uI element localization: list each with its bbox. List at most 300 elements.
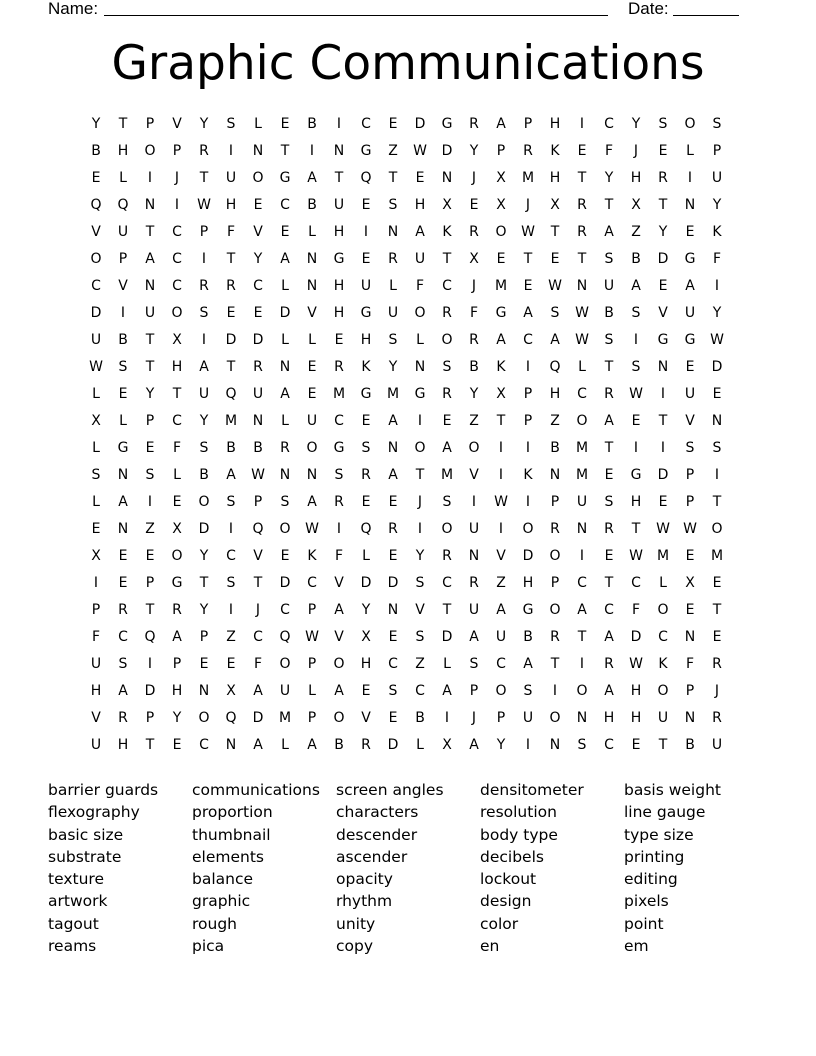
- grid-letter: R: [118, 602, 128, 618]
- grid-row: [84, 138, 732, 165]
- word-bank-item: lockout: [480, 870, 537, 889]
- grid-letter: I: [228, 602, 234, 618]
- grid-letter: U: [90, 737, 102, 753]
- grid-letter: O: [657, 602, 669, 618]
- date-field[interactable]: [673, 15, 739, 16]
- grid-letter: S: [226, 575, 236, 591]
- date-label: Date:: [628, 0, 669, 18]
- grid-letter: C: [334, 413, 344, 429]
- grid-letter: V: [496, 548, 506, 564]
- grid-letter: C: [577, 386, 587, 402]
- grid-letter: A: [496, 602, 506, 618]
- grid-letter: A: [253, 683, 263, 699]
- grid-letter: Y: [172, 710, 182, 726]
- grid-letter: I: [687, 170, 693, 186]
- grid-letter: T: [226, 359, 236, 375]
- word-bank-item: densitometer: [480, 781, 584, 799]
- grid-letter: I: [201, 332, 207, 348]
- grid-letter: C: [658, 629, 668, 645]
- grid-letter: C: [388, 656, 398, 672]
- grid-letter: G: [441, 116, 453, 132]
- grid-letter: R: [469, 116, 479, 132]
- grid-letter: L: [119, 413, 127, 429]
- grid-letter: I: [660, 440, 666, 456]
- grid-letter: R: [361, 737, 371, 753]
- grid-letter: O: [495, 683, 507, 699]
- grid-letter: I: [525, 440, 531, 456]
- grid-letter: K: [523, 467, 533, 483]
- grid-letter: V: [658, 305, 668, 321]
- grid-letter: T: [199, 170, 209, 186]
- word-bank-item: line gauge: [624, 803, 706, 822]
- grid-letter: R: [469, 332, 479, 348]
- grid-letter: T: [577, 170, 587, 186]
- grid-letter: E: [658, 278, 668, 294]
- grid-letter: G: [171, 575, 183, 591]
- grid-letter: N: [576, 521, 588, 537]
- grid-letter: I: [471, 494, 477, 510]
- word-bank-item: unity: [336, 914, 376, 933]
- grid-letter: E: [685, 548, 695, 564]
- grid-letter: A: [118, 494, 128, 510]
- grid-letter: B: [334, 737, 344, 753]
- grid-letter: W: [521, 224, 535, 240]
- grid-letter: L: [92, 386, 100, 402]
- grid-letter: N: [549, 737, 561, 753]
- grid-letter: I: [552, 683, 558, 699]
- grid-letter: I: [498, 440, 504, 456]
- grid-letter: I: [525, 737, 531, 753]
- grid-letter: C: [253, 629, 263, 645]
- grid-letter: G: [360, 305, 372, 321]
- grid-letter: U: [495, 629, 507, 645]
- grid-letter: V: [172, 116, 182, 132]
- grid-letter: D: [387, 737, 399, 753]
- grid-letter: H: [360, 656, 372, 672]
- grid-letter: A: [469, 629, 479, 645]
- grid-letter: H: [630, 494, 642, 510]
- grid-letter: L: [308, 332, 316, 348]
- grid-letter: B: [253, 440, 263, 456]
- grid-letter: O: [549, 548, 561, 564]
- grid-letter: R: [712, 656, 722, 672]
- grid-letter: A: [280, 386, 290, 402]
- grid-letter: S: [91, 467, 101, 483]
- grid-letter: Z: [388, 143, 398, 159]
- grid-letter: R: [199, 143, 209, 159]
- grid-letter: X: [469, 251, 479, 267]
- grid-letter: N: [414, 359, 426, 375]
- word-bank-item: color: [480, 914, 519, 933]
- grid-letter: T: [388, 170, 398, 186]
- grid-letter: P: [496, 710, 506, 726]
- grid-letter: Y: [253, 251, 263, 267]
- grid-letter: J: [471, 710, 477, 726]
- grid-row: [84, 408, 732, 435]
- grid-letter: U: [225, 170, 237, 186]
- grid-letter: F: [415, 278, 425, 294]
- grid-letter: Y: [199, 116, 209, 132]
- grid-letter: D: [414, 116, 426, 132]
- grid-letter: J: [471, 278, 477, 294]
- grid-letter: S: [469, 656, 479, 672]
- grid-letter: B: [523, 629, 533, 645]
- grid-row: [84, 570, 732, 597]
- grid-letter: O: [90, 251, 102, 267]
- grid-row: [84, 597, 732, 624]
- grid-letter: I: [417, 413, 423, 429]
- grid-letter: U: [711, 737, 723, 753]
- grid-letter: X: [361, 629, 371, 645]
- grid-letter: T: [496, 413, 506, 429]
- grid-letter: T: [145, 359, 155, 375]
- grid-letter: H: [333, 278, 345, 294]
- grid-letter: M: [386, 386, 400, 402]
- grid-letter: V: [334, 629, 344, 645]
- grid-letter: I: [579, 548, 585, 564]
- grid-letter: C: [442, 575, 452, 591]
- grid-row: [84, 732, 732, 759]
- grid-letter: K: [307, 548, 317, 564]
- word-bank-item: en: [480, 937, 500, 956]
- grid-letter: U: [468, 602, 480, 618]
- word-bank-item: design: [480, 892, 532, 911]
- grid-letter: N: [117, 521, 129, 537]
- grid-letter: C: [496, 656, 506, 672]
- grid-letter: S: [685, 440, 695, 456]
- grid-letter: T: [523, 251, 533, 267]
- grid-letter: Y: [712, 305, 722, 321]
- grid-letter: M: [224, 413, 238, 429]
- grid-letter: Y: [604, 170, 614, 186]
- grid-letter: L: [281, 413, 289, 429]
- grid-letter: T: [145, 602, 155, 618]
- word-bank-item: elements: [192, 847, 264, 866]
- name-field[interactable]: [104, 15, 608, 16]
- grid-letter: C: [361, 116, 371, 132]
- grid-letter: E: [523, 278, 533, 294]
- grid-letter: T: [631, 521, 641, 537]
- grid-letter: U: [657, 710, 669, 726]
- header-line: [48, 0, 748, 20]
- grid-letter: U: [117, 224, 129, 240]
- grid-letter: W: [683, 521, 697, 537]
- grid-letter: F: [469, 305, 479, 321]
- grid-letter: P: [307, 602, 317, 618]
- grid-letter: C: [280, 602, 290, 618]
- grid-letter: T: [658, 737, 668, 753]
- grid-letter: R: [361, 467, 371, 483]
- grid-letter: O: [522, 521, 534, 537]
- grid-letter: A: [118, 683, 128, 699]
- grid-letter: E: [361, 197, 371, 213]
- grid-letter: A: [199, 359, 209, 375]
- grid-letter: K: [361, 359, 371, 375]
- grid-letter: X: [496, 386, 506, 402]
- grid-letter: P: [199, 224, 209, 240]
- word-bank: [48, 779, 768, 959]
- grid-letter: V: [91, 710, 101, 726]
- word-bank-item: basic size: [48, 825, 124, 844]
- grid-letter: I: [579, 116, 585, 132]
- grid-letter: S: [577, 737, 587, 753]
- grid-letter: B: [118, 332, 128, 348]
- grid-letter: I: [417, 521, 423, 537]
- grid-letter: H: [171, 359, 183, 375]
- grid-letter: R: [550, 629, 560, 645]
- grid-letter: O: [333, 710, 345, 726]
- grid-letter: B: [469, 359, 479, 375]
- grid-letter: P: [496, 143, 506, 159]
- grid-letter: C: [172, 224, 182, 240]
- grid-letter: F: [604, 143, 614, 159]
- grid-letter: L: [92, 440, 100, 456]
- grid-letter: E: [415, 170, 425, 186]
- grid-letter: E: [361, 251, 371, 267]
- grid-letter: D: [522, 548, 534, 564]
- grid-letter: I: [93, 575, 99, 591]
- grid-letter: R: [712, 710, 722, 726]
- grid-letter: C: [523, 332, 533, 348]
- grid-letter: M: [656, 548, 670, 564]
- grid-letter: H: [522, 575, 534, 591]
- grid-letter: O: [198, 710, 210, 726]
- grid-letter: F: [685, 656, 695, 672]
- word-column: [624, 779, 768, 957]
- grid-letter: P: [91, 602, 101, 618]
- grid-letter: G: [684, 332, 696, 348]
- grid-letter: P: [145, 116, 155, 132]
- grid-letter: S: [442, 359, 452, 375]
- grid-letter: P: [523, 116, 533, 132]
- grid-letter: A: [307, 170, 317, 186]
- grid-letter: J: [714, 683, 720, 699]
- word-bank-item: proportion: [192, 803, 273, 822]
- word-bank-item: opacity: [336, 870, 393, 889]
- grid-letter: E: [172, 737, 182, 753]
- grid-letter: T: [199, 575, 209, 591]
- grid-letter: H: [117, 737, 129, 753]
- grid-letter: E: [685, 224, 695, 240]
- grid-letter: S: [712, 116, 722, 132]
- grid-row: [84, 246, 732, 273]
- grid-letter: L: [173, 467, 181, 483]
- grid-letter: D: [225, 332, 237, 348]
- grid-letter: K: [442, 224, 452, 240]
- grid-row: [84, 192, 732, 219]
- grid-letter: M: [575, 440, 589, 456]
- grid-letter: W: [89, 359, 103, 375]
- grid-letter: H: [333, 224, 345, 240]
- grid-letter: Y: [199, 548, 209, 564]
- grid-letter: E: [253, 197, 263, 213]
- grid-letter: C: [307, 575, 317, 591]
- grid-letter: O: [576, 413, 588, 429]
- grid-letter: D: [360, 575, 372, 591]
- grid-letter: C: [172, 251, 182, 267]
- grid-letter: O: [279, 656, 291, 672]
- word-bank-item: communications: [192, 781, 320, 799]
- grid-letter: J: [471, 170, 477, 186]
- grid-letter: A: [226, 467, 236, 483]
- grid-letter: G: [684, 251, 696, 267]
- grid-letter: I: [714, 467, 720, 483]
- grid-letter: N: [387, 224, 399, 240]
- grid-letter: W: [629, 656, 643, 672]
- grid-letter: C: [226, 548, 236, 564]
- grid-letter: B: [91, 143, 101, 159]
- word-bank-item: descender: [336, 825, 418, 844]
- grid-letter: S: [604, 332, 614, 348]
- grid-letter: H: [549, 116, 561, 132]
- grid-letter: P: [118, 251, 128, 267]
- grid-letter: G: [414, 386, 426, 402]
- grid-letter: Q: [360, 170, 372, 186]
- grid-letter: A: [604, 683, 614, 699]
- grid-letter: E: [631, 413, 641, 429]
- grid-row: [84, 516, 732, 543]
- grid-letter: U: [387, 305, 399, 321]
- grid-letter: I: [174, 197, 180, 213]
- grid-letter: E: [712, 629, 722, 645]
- grid-letter: A: [253, 737, 263, 753]
- grid-letter: A: [631, 278, 641, 294]
- grid-letter: U: [522, 710, 534, 726]
- word-bank-item: pixels: [624, 892, 669, 911]
- word-bank-item: balance: [192, 870, 254, 889]
- grid-letter: H: [225, 197, 237, 213]
- grid-letter: O: [414, 305, 426, 321]
- grid-letter: P: [712, 143, 722, 159]
- page-title: Graphic Communications: [111, 36, 705, 91]
- grid-row: [84, 435, 732, 462]
- grid-letter: A: [523, 656, 533, 672]
- grid-letter: R: [469, 575, 479, 591]
- grid-letter: O: [441, 332, 453, 348]
- grid-letter: E: [199, 656, 209, 672]
- grid-letter: I: [633, 440, 639, 456]
- grid-letter: X: [442, 197, 452, 213]
- grid-letter: A: [604, 413, 614, 429]
- grid-letter: F: [334, 548, 344, 564]
- grid-letter: C: [172, 278, 182, 294]
- grid-letter: B: [550, 440, 560, 456]
- grid-row: [84, 705, 732, 732]
- grid-letter: G: [360, 386, 372, 402]
- grid-letter: L: [92, 494, 100, 510]
- grid-letter: N: [387, 602, 399, 618]
- grid-letter: Q: [90, 197, 102, 213]
- grid-letter: O: [549, 710, 561, 726]
- grid-letter: O: [495, 224, 507, 240]
- grid-letter: R: [388, 251, 398, 267]
- grid-letter: I: [579, 656, 585, 672]
- grid-letter: O: [657, 683, 669, 699]
- grid-letter: C: [631, 575, 641, 591]
- grid-letter: S: [442, 494, 452, 510]
- grid-letter: N: [306, 467, 318, 483]
- grid-letter: T: [415, 467, 425, 483]
- grid-letter: D: [387, 575, 399, 591]
- grid-letter: R: [550, 521, 560, 537]
- grid-letter: O: [576, 683, 588, 699]
- grid-letter: T: [550, 656, 560, 672]
- grid-letter: I: [228, 143, 234, 159]
- grid-letter: Z: [145, 521, 155, 537]
- grid-letter: R: [442, 548, 452, 564]
- word-bank-item: editing: [624, 870, 678, 889]
- word-bank-item: point: [624, 914, 664, 933]
- word-bank-item: decibels: [480, 847, 544, 866]
- grid-letter: L: [281, 332, 289, 348]
- grid-letter: M: [575, 467, 589, 483]
- word-bank-item: copy: [336, 937, 374, 956]
- grid-letter: L: [443, 656, 451, 672]
- grid-letter: Y: [388, 359, 398, 375]
- grid-letter: A: [388, 413, 398, 429]
- grid-letter: T: [145, 332, 155, 348]
- grid-letter: E: [118, 575, 128, 591]
- grid-letter: G: [279, 170, 291, 186]
- grid-letter: T: [577, 629, 587, 645]
- word-bank-item: texture: [48, 870, 104, 889]
- grid-letter: T: [712, 602, 722, 618]
- grid-letter: U: [576, 494, 588, 510]
- grid-letter: E: [253, 305, 263, 321]
- grid-letter: E: [226, 305, 236, 321]
- grid-letter: D: [252, 332, 264, 348]
- grid-letter: M: [440, 467, 454, 483]
- grid-letter: I: [633, 332, 639, 348]
- grid-letter: I: [201, 251, 207, 267]
- grid-row: [84, 489, 732, 516]
- grid-letter: S: [631, 359, 641, 375]
- word-bank-item: em: [624, 937, 649, 956]
- grid-letter: Z: [631, 224, 641, 240]
- grid-letter: L: [416, 737, 424, 753]
- word-bank-item: reams: [48, 937, 97, 956]
- grid-letter: X: [496, 197, 506, 213]
- word-bank-item: pica: [192, 937, 225, 956]
- grid-letter: N: [576, 278, 588, 294]
- grid-letter: H: [630, 683, 642, 699]
- grid-letter: S: [604, 494, 614, 510]
- grid-letter: D: [711, 359, 723, 375]
- grid-letter: U: [144, 305, 156, 321]
- grid-letter: B: [307, 197, 317, 213]
- grid-letter: B: [685, 737, 695, 753]
- grid-letter: T: [145, 737, 155, 753]
- grid-letter: O: [333, 656, 345, 672]
- grid-letter: A: [280, 251, 290, 267]
- grid-letter: G: [495, 305, 507, 321]
- grid-letter: I: [525, 359, 531, 375]
- grid-letter: R: [577, 197, 587, 213]
- grid-letter: T: [712, 494, 722, 510]
- grid-letter: N: [468, 548, 480, 564]
- grid-letter: B: [226, 440, 236, 456]
- grid-letter: L: [659, 575, 667, 591]
- word-column: [192, 779, 336, 957]
- grid-letter: E: [550, 251, 560, 267]
- word-column: [336, 779, 480, 957]
- grid-letter: R: [604, 656, 614, 672]
- grid-letter: X: [550, 197, 560, 213]
- grid-letter: C: [253, 278, 263, 294]
- grid-letter: T: [253, 575, 263, 591]
- grid-letter: E: [712, 575, 722, 591]
- grid-letter: S: [199, 305, 209, 321]
